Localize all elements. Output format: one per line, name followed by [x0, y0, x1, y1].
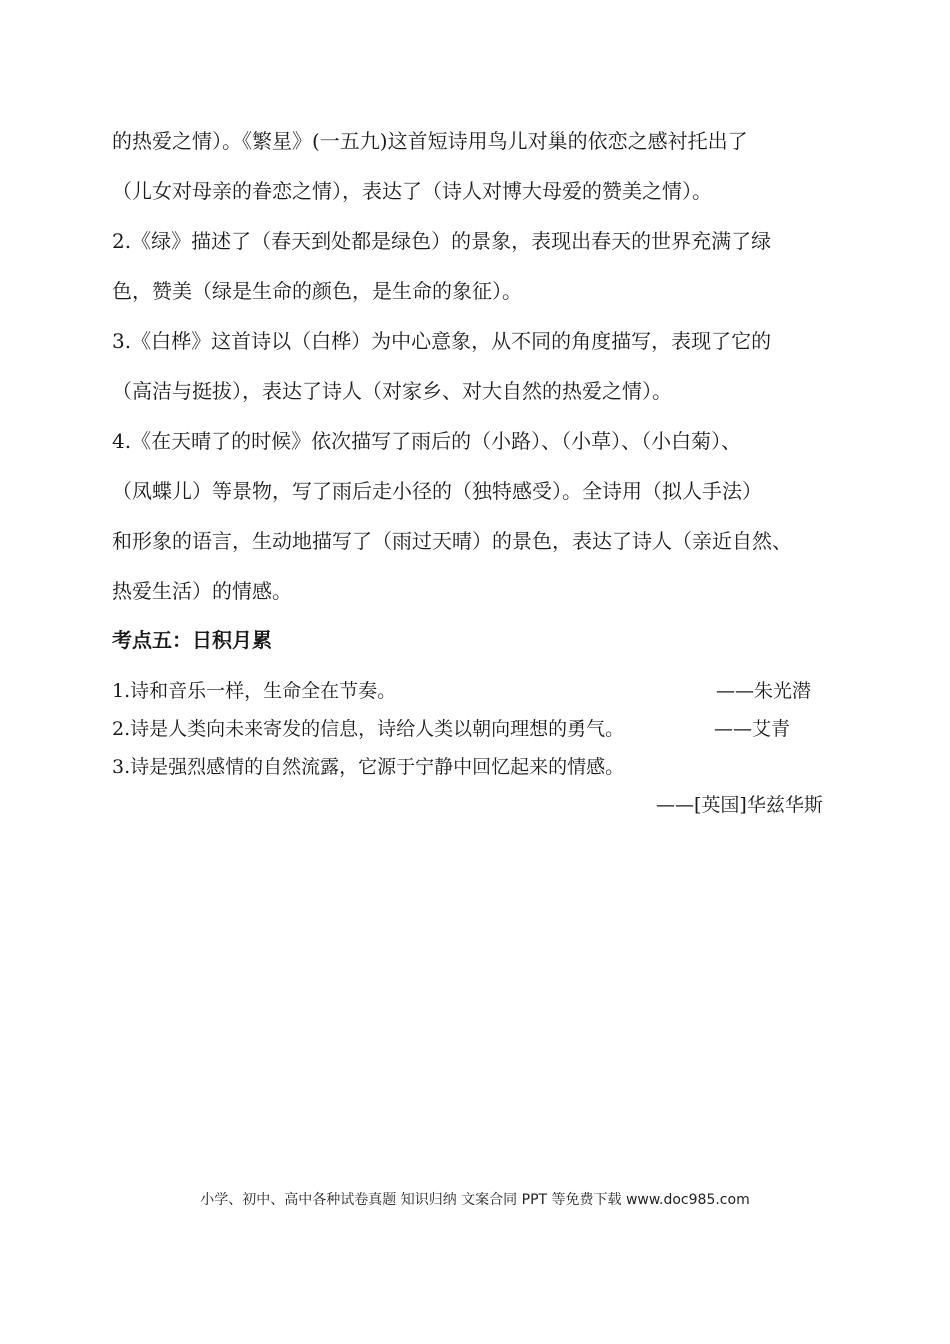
- paragraph-line: （儿女对母亲的眷恋之情），表达了（诗人对博大母爱的赞美之情）。: [112, 179, 712, 203]
- quote-author: ——艾青: [714, 718, 791, 740]
- quote-author: ——[英国]华兹华斯: [656, 794, 823, 816]
- paragraph-line: 2.《绿》描述了（春天到处都是绿色）的景象，表现出春天的世界充满了绿: [112, 229, 772, 253]
- paragraph-line: 的热爱之情）。《繁星》(一五九)这首短诗用鸟儿对巢的依恋之感衬托出了: [112, 129, 748, 153]
- paragraph-line: 色，赞美（绿是生命的颜色，是生命的象征）。: [112, 279, 522, 303]
- quote-line: 1.诗和音乐一样，生命全在节奏。: [112, 680, 397, 702]
- paragraph-line: 热爱生活）的情感。: [112, 579, 292, 603]
- quote-line: 2.诗是人类向未来寄发的信息，诗给人类以朝向理想的勇气。: [112, 718, 625, 740]
- quote-author: ——朱光潜: [716, 680, 812, 702]
- paragraph-line: 3.《白桦》这首诗以（白桦）为中心意象，从不同的角度描写，表现了它的: [112, 329, 772, 353]
- quote-line: 3.诗是强烈感情的自然流露，它源于宁静中回忆起来的情感。: [112, 756, 625, 778]
- page-footer: 小学、初中、高中各种试卷真题 知识归纳 文案合同 PPT 等免费下载 www.doc985.com: [200, 1192, 750, 1208]
- paragraph-line: （凤蝶儿）等景物，写了雨后走小径的（独特感受）。全诗用（拟人手法）: [112, 479, 762, 503]
- paragraph-line: 4.《在天晴了的时候》依次描写了雨后的（小路）、（小草）、（小白菊）、: [112, 429, 742, 453]
- paragraph-line: 和形象的语言，生动地描写了（雨过天晴）的景色，表达了诗人（亲近自然、: [112, 529, 792, 553]
- paragraph-line: （高洁与挺拔），表达了诗人（对家乡、对大自然的热爱之情）。: [112, 379, 672, 403]
- section-heading: 考点五：日积月累: [112, 628, 272, 652]
